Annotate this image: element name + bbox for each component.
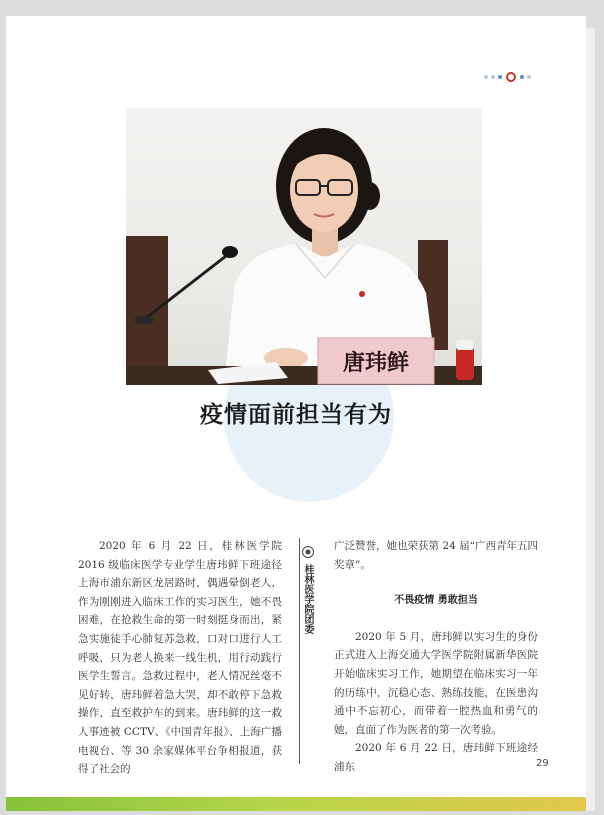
page-number: 29 [536,758,549,769]
header-star-icon [506,72,516,82]
paragraph: 2020 年 6 月 22 日，桂林医学院 2016 级临床医学专业学生唐玮鲜下班途径上海市浦东新区龙居路时，偶遇晕倒老人，作为刚刚进入临床工作的实习医生，她不畏困难，在抢救生命的第一时刻挺身而出，紧急实施徒手心肺复苏急救，口对口进行人工呼吸，只为老人换来一线生机，用行动践行医学生誓言。急救过程中，老人情况丝毫不见好转，唐玮鲜着急大哭，却不敢停下急救操作，直至救护车的到来。唐玮鲜的这一救人事迹被 CCTV、《中国青年报》、上海广播电视台、等 30 余家媒体平台争相报道，获得了社会的 [78,540,282,776]
subheading: 不畏疫情 勇敢担当 [394,595,478,607]
portrait-illustration [126,108,482,385]
left-column [78,537,282,779]
header-dot [491,75,495,79]
chair-left [126,236,168,366]
paragraph-continuation: 广泛赞誉，她也荣获第 24 届“广西青年五四奖章”。 [334,540,538,571]
emblem-icon [302,546,314,558]
paragraph: 2020 年 5 月，唐玮鲜以实习生的身份正式进入上海交通大学医学院附属新华医院开始临床实习工作，她期望在临床实习一年的历练中，沉稳心态、熟练技能，在医患沟通中不忘初心，而带着一腔热血和勇气的她，直面了作为医者的第一次考验。 [334,630,538,736]
magazine-page [6,16,586,811]
side-label: 桂林医学院团委 [302,564,313,634]
article-title: 疫情面前担当有为 [200,402,392,428]
party-badge [359,291,365,297]
bottom-color-band [6,797,586,811]
nameplate-text: 唐玮鲜 [342,350,410,376]
header-dot [484,75,488,79]
header-dot [498,75,502,79]
paragraph: 2020 年 6 月 22 日，唐玮鲜下班途经浦东 [334,742,538,773]
portrait-photo [126,108,482,385]
header-dot [527,75,531,79]
header-dot [520,75,524,79]
right-column [334,537,538,777]
